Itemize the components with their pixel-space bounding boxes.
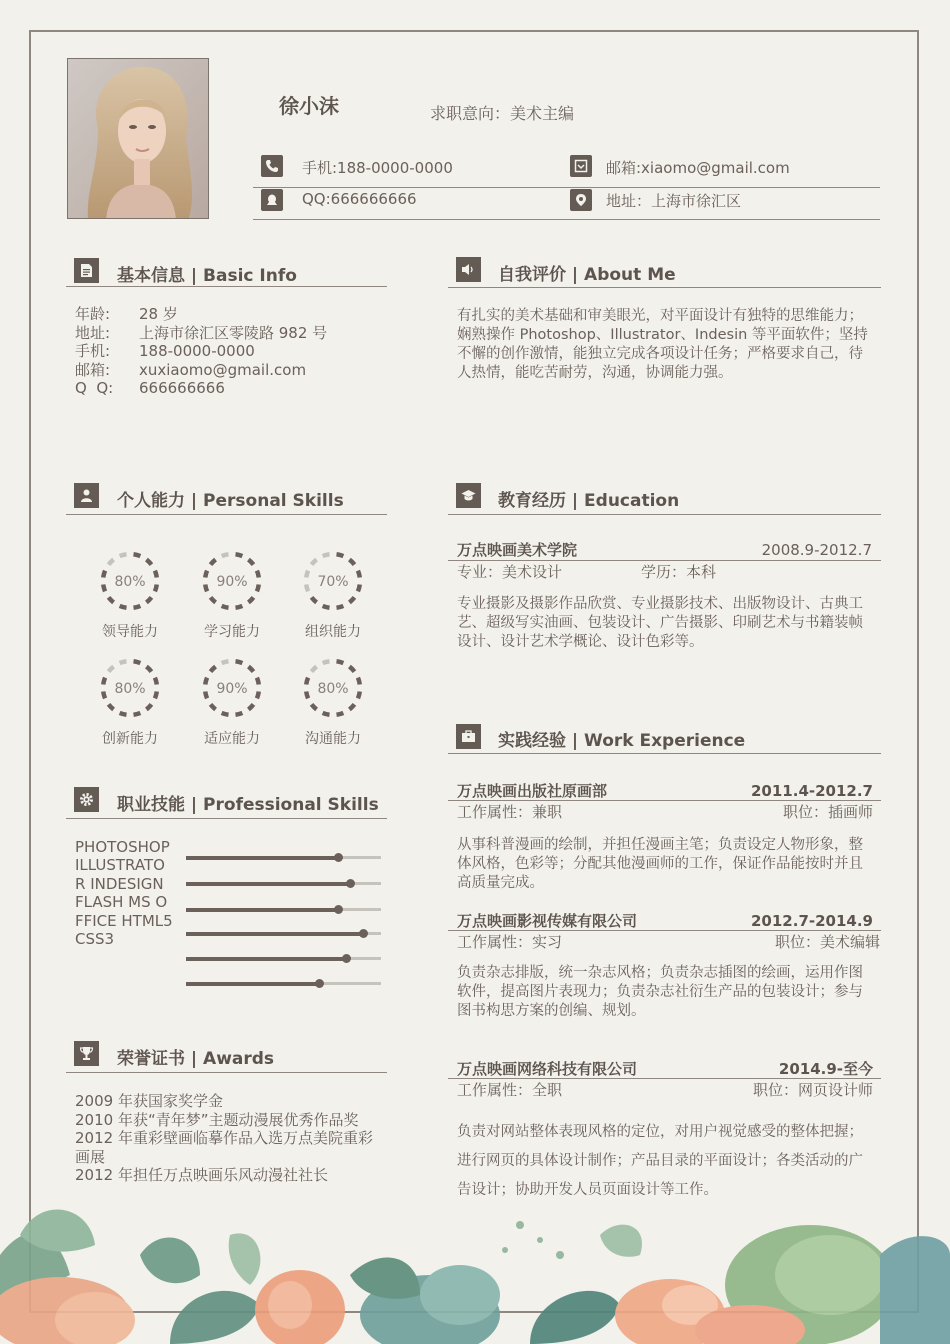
- skill-bar-fill: [186, 882, 350, 886]
- job-desc: 从事科普漫画的绘制，并担任漫画主笔；负责设定人物形象，整体风格，色彩等；分配其他漫画师的工作，保证作品能按时并且高质量完成。: [457, 837, 863, 891]
- job-divider: [448, 930, 881, 931]
- basic-row-email: [75, 361, 327, 380]
- job-position: 职位：美术编辑: [774, 933, 880, 951]
- award-item: 2012 年重彩壁画临摹作品入选万点美院重彩画展: [75, 1129, 373, 1166]
- skill-percent: 80%: [317, 681, 349, 697]
- header-divider: [253, 187, 880, 188]
- skill-bar-fill: [186, 957, 346, 961]
- school-period: 2008.9-2012.7: [761, 541, 872, 559]
- mail-icon: [570, 155, 592, 177]
- skill-bar: [186, 932, 381, 935]
- skill-percent: 90%: [216, 681, 248, 697]
- job-company: 万点映画网络科技有限公司: [457, 1060, 638, 1078]
- candidate-name: 徐小沫: [279, 94, 339, 118]
- degree: 学历：本科: [641, 563, 717, 581]
- skill-ring: [98, 656, 162, 724]
- job-intent: 求职意向：美术主编: [430, 104, 575, 123]
- floral-decoration: [0, 1195, 950, 1344]
- skill-ring-label: 学习能力: [204, 624, 260, 640]
- school-name: 万点映画美术学院: [457, 541, 578, 559]
- about-text: 有扎实的美术基础和审美眼光，对平面设计有独特的思维能力；娴熟操作 Photoshop、Illustrator、Indesin 等平面软件；坚持不懈的创作激情，能独立完成各项设计任务；严格要求自己，待人热情，能吃苦耐劳，沟通，协调能力强。: [457, 308, 868, 381]
- value: xuxiaomo@gmail.com: [139, 360, 307, 379]
- skill-bar-knob: [346, 879, 355, 888]
- qq-icon: [261, 189, 283, 211]
- award-item: 2010 年获“青年梦”主题动漫展优秀作品奖: [75, 1110, 359, 1129]
- professional-skills-title: 职业技能 | Professional Skills: [117, 795, 379, 815]
- job-company: 万点映画出版社原画部: [457, 782, 608, 800]
- work-title: 实践经验 | Work Experience: [498, 731, 746, 751]
- job-position: 职位：网页设计师: [752, 1081, 873, 1099]
- personal-skills-rule: [66, 514, 387, 515]
- about-title: 自我评价 | About Me: [498, 265, 676, 285]
- label: 邮箱:: [75, 360, 111, 379]
- skill-ring: [200, 549, 264, 617]
- skill-ring: [301, 549, 365, 617]
- work-rule: [448, 753, 881, 754]
- skill-bar: [186, 856, 381, 859]
- job-period: 2012.7-2014.9: [751, 912, 873, 930]
- label: 地址:: [75, 323, 111, 342]
- basic-row-address: [75, 324, 327, 343]
- skill-bar-knob: [342, 954, 351, 963]
- skill-bar: [186, 957, 381, 960]
- personal-skills-title: 个人能力 | Personal Skills: [117, 491, 344, 511]
- skill-percent: 70%: [317, 574, 349, 590]
- about-rule: [448, 287, 881, 288]
- job-position: 职位：插画师: [782, 803, 873, 821]
- skill-bar-fill: [186, 932, 363, 936]
- job-desc: 负责杂志排版，统一杂志风格；负责杂志插图的绘画，运用作图软件，提高图片表现力；负责杂志社衍生产品的包装设计；参与图书构思方案的创编、规划。: [457, 965, 863, 1019]
- job-company: 万点映画影视传媒有限公司: [457, 912, 638, 930]
- skill-bar: [186, 908, 381, 911]
- skill-ring: [98, 549, 162, 617]
- basic-row-age: [75, 305, 327, 324]
- label: 年龄:: [75, 305, 111, 323]
- skill-bar-knob: [315, 979, 324, 988]
- skill-percent: 80%: [114, 574, 146, 590]
- award-item: 2012 年担任万点映画乐风动漫社社长: [75, 1166, 328, 1184]
- job-divider: [448, 800, 881, 801]
- gear-icon: [74, 787, 99, 812]
- basic-info-title: 基本信息 | Basic Info: [117, 266, 297, 286]
- education-desc: 专业摄影及摄影作品欣赏、专业摄影技术、出版物设计、古典工艺、超级写实油画、包装设计、广告摄影、印刷艺术与书籍装帧设计、设计艺术学概论、设计色彩等。: [457, 596, 863, 650]
- skill-percent: 80%: [114, 681, 146, 697]
- skill-bar-fill: [186, 982, 319, 986]
- skill-names: PHOTOSHOP ILLUSTRATOR INDESIGN FLASH MS OFFICE HTML5 CSS3: [75, 838, 173, 949]
- skill-ring-label: 适应能力: [204, 731, 260, 747]
- trophy-icon: [74, 1041, 99, 1066]
- skill-percent: 90%: [216, 574, 248, 590]
- basic-info-rule: [66, 286, 387, 287]
- speaker-icon: [456, 257, 481, 282]
- basic-row-qq: [75, 379, 327, 398]
- value: 666666666: [139, 379, 225, 397]
- job-divider: [448, 1078, 881, 1079]
- value: 上海市徐汇区零陵路 982 号: [139, 323, 328, 342]
- award-item: 2009 年获国家奖学金: [75, 1092, 223, 1110]
- value: 28 岁: [139, 305, 178, 323]
- basic-info-list: [75, 305, 327, 398]
- awards-title: 荣誉证书 | Awards: [117, 1049, 275, 1069]
- job-period: 2011.4-2012.7: [751, 782, 873, 800]
- awards-list: [75, 1092, 385, 1185]
- education-rule: [448, 514, 881, 515]
- header-phone: 手机:188-0000-0000: [302, 159, 453, 177]
- skill-ring: [200, 656, 264, 724]
- label: 手机:: [75, 342, 111, 360]
- job-period: 2014.9-至今: [778, 1060, 873, 1078]
- skill-ring-label: 沟通能力: [305, 731, 361, 747]
- document-icon: [74, 258, 99, 283]
- major: 专业：美术设计: [457, 563, 563, 581]
- school-divider: [448, 560, 881, 561]
- skill-bar: [186, 882, 381, 885]
- briefcase-icon: [456, 724, 481, 749]
- phone-icon: [261, 155, 283, 177]
- skill-bar: [186, 982, 381, 985]
- professional-skills-rule: [66, 818, 387, 819]
- skill-ring: [301, 656, 365, 724]
- header-email: 邮箱:xiaomo@gmail.com: [606, 159, 790, 177]
- skill-bar-fill: [186, 908, 338, 912]
- job-type: 工作属性：实习: [457, 933, 563, 951]
- skill-bar-fill: [186, 856, 338, 860]
- label: Q Q:: [75, 379, 114, 397]
- job-desc: 负责对网站整体表现风格的定位，对用户视觉感受的整体把握；进行网页的具体设计制作；产品目录的平面设计；各类活动的广告设计；协助开发人员页面设计等工作。: [457, 1124, 863, 1198]
- person-icon: [74, 483, 99, 508]
- header-qq: QQ:666666666: [302, 190, 417, 208]
- header-address: 地址：上海市徐汇区: [606, 192, 742, 210]
- basic-row-phone: [75, 342, 327, 361]
- skill-ring-label: 组织能力: [305, 624, 361, 640]
- awards-rule: [66, 1072, 387, 1073]
- education-title: 教育经历 | Education: [498, 491, 680, 511]
- skill-ring-label: 创新能力: [102, 731, 158, 747]
- profile-photo: [67, 58, 209, 219]
- job-type: 工作属性：全职: [457, 1081, 563, 1099]
- skill-ring-label: 领导能力: [102, 624, 158, 640]
- location-icon: [570, 189, 592, 211]
- header-bottom-divider: [253, 219, 880, 220]
- job-type: 工作属性：兼职: [457, 803, 563, 821]
- graduation-cap-icon: [456, 483, 481, 508]
- value: 188-0000-0000: [139, 342, 255, 360]
